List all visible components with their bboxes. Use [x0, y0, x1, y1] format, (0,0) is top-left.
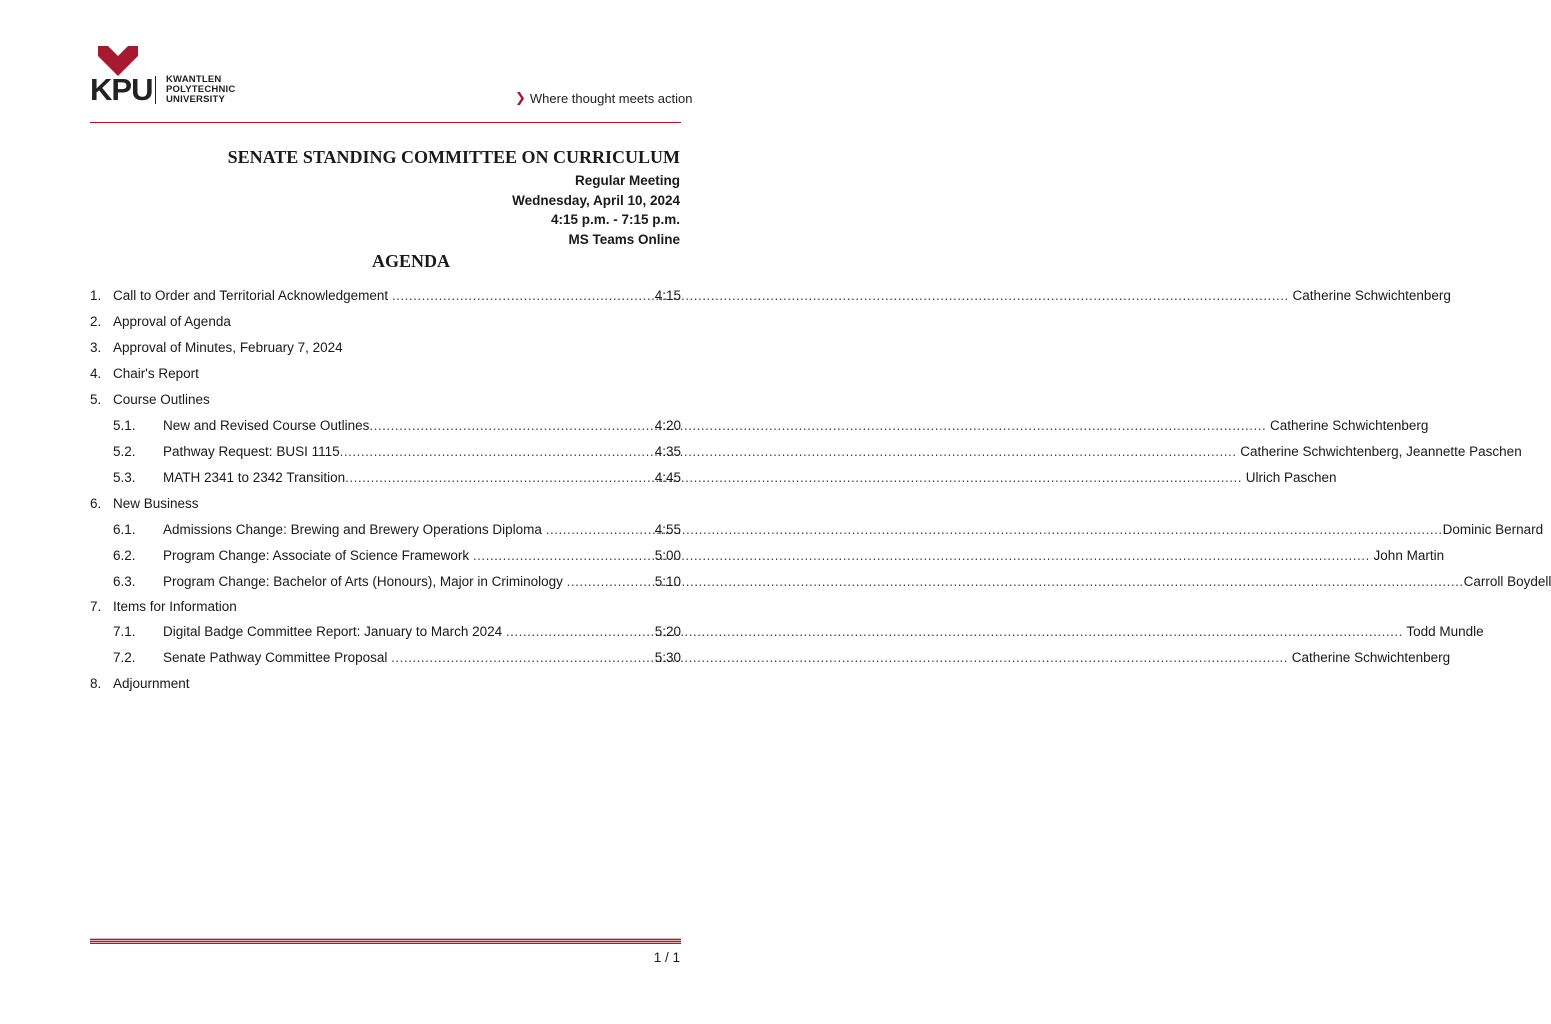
- agenda-item-label: Approval of Minutes, February 7, 2024: [113, 340, 343, 355]
- agenda-item-number: 7.2.: [113, 650, 136, 665]
- agenda-item-number: 1.: [90, 288, 102, 303]
- meeting-details: [512, 171, 680, 249]
- agenda-item-number: 5.2.: [113, 444, 136, 459]
- agenda-item: [90, 598, 681, 616]
- agenda-item-presenter: Catherine Schwichtenberg, Jeannette Paschen: [1236, 444, 1522, 459]
- agenda-item-body: [113, 675, 634, 693]
- agenda-item-body: [113, 365, 634, 383]
- agenda-item-presenter: Todd Mundle: [1402, 624, 1484, 639]
- agenda-item: [90, 649, 1451, 667]
- meeting-location: MS Teams Online: [568, 231, 680, 247]
- logo-divider: [155, 76, 156, 104]
- footer-divider: [90, 938, 681, 944]
- agenda-item-label: Pathway Request: BUSI 1115: [163, 444, 340, 459]
- agenda-item-time: 4:15: [654, 288, 681, 303]
- agenda-item: [90, 623, 1484, 641]
- agenda-item-body: [113, 598, 634, 616]
- agenda-item-body: [163, 547, 1444, 565]
- agenda-item-number: 6.2.: [113, 548, 136, 563]
- page-number: 1 / 1: [653, 950, 680, 965]
- agenda-heading-wrap: [0, 251, 770, 272]
- agenda-item-time: 4:35: [654, 444, 681, 459]
- agenda-item-label: Admissions Change: Brewing and Brewery Operations Diploma: [163, 522, 546, 537]
- agenda-item-time: 4:20: [654, 418, 681, 433]
- dot-leader: [567, 573, 1464, 591]
- agenda-item-presenter: Ulrich Paschen: [1242, 470, 1337, 485]
- agenda-item: [90, 469, 1337, 487]
- agenda-item: [90, 339, 681, 357]
- agenda-item-label: Approval of Agenda: [113, 314, 231, 329]
- agenda-item-body: [113, 339, 634, 357]
- dot-leader: [340, 443, 1237, 461]
- agenda-item-presenter: John Martin: [1369, 548, 1445, 563]
- agenda-item-body: [163, 469, 1337, 487]
- agenda-item-body: [163, 649, 1450, 667]
- agenda-item-number: 5.1.: [113, 418, 136, 433]
- agenda-item: [90, 417, 1429, 435]
- agenda-item-body: [163, 443, 1522, 461]
- agenda-item-label: Course Outlines: [113, 392, 210, 407]
- agenda-item-number: 6.3.: [113, 574, 136, 589]
- agenda-item-label: Chair's Report: [113, 366, 199, 381]
- agenda-item-label: New and Revised Course Outlines: [163, 418, 370, 433]
- agenda-item: [90, 365, 681, 383]
- agenda-item: [90, 547, 1445, 565]
- dot-leader: [473, 547, 1370, 565]
- institution-name-line: UNIVERSITY: [166, 94, 226, 105]
- agenda-item-body: [163, 623, 1484, 641]
- dot-leader: [345, 469, 1242, 487]
- dot-leader: [506, 623, 1403, 641]
- agenda-item-number: 5.: [90, 392, 102, 407]
- agenda-item: [90, 573, 1551, 591]
- tagline-text: Where thought meets action: [529, 90, 693, 106]
- agenda-item-body: [113, 391, 634, 409]
- agenda-item: [90, 391, 681, 409]
- agenda-item: [90, 495, 681, 513]
- dot-leader: [369, 417, 1266, 435]
- agenda-item: [90, 443, 1522, 461]
- document-title: SENATE STANDING COMMITTEE ON CURRICULUM: [227, 147, 680, 167]
- agenda-item: [90, 675, 681, 693]
- agenda-item-time: 5:30: [654, 650, 681, 665]
- header-divider: [90, 122, 681, 123]
- agenda-item-number: 7.1.: [113, 624, 136, 639]
- agenda-item-number: 2.: [90, 314, 102, 329]
- agenda-item-time: 5:10: [654, 574, 681, 589]
- agenda-item-number: 7.: [90, 599, 102, 614]
- agenda-item-time: 5:20: [654, 624, 681, 639]
- agenda-item-number: 5.3.: [113, 470, 136, 485]
- institution-name-line: KWANTLEN: [166, 74, 222, 85]
- meeting-type: Regular Meeting: [574, 173, 680, 188]
- agenda-item-number: 3.: [90, 340, 102, 355]
- agenda-item-time: 4:55: [654, 522, 681, 537]
- agenda-item-label: Digital Badge Committee Report: January to March 2024: [163, 624, 506, 639]
- chevron-right-icon: ❯: [515, 90, 526, 105]
- agenda-item-body: [163, 573, 1551, 591]
- tagline: [515, 90, 693, 106]
- agenda-item-time: 5:00: [654, 548, 681, 563]
- agenda-item-presenter: Carroll Boydell: [1463, 574, 1551, 589]
- meeting-time: 4:15 p.m. - 7:15 p.m.: [550, 212, 680, 227]
- agenda-item-presenter: Dominic Bernard: [1442, 522, 1544, 537]
- agenda-item-body: [113, 313, 634, 331]
- logo-wordmark: KPU: [90, 72, 153, 107]
- agenda-item-body: [113, 495, 634, 513]
- dot-leader: [391, 649, 1288, 667]
- agenda-item-label: Program Change: Bachelor of Arts (Honours), Major in Criminology: [163, 574, 567, 589]
- agenda-item-presenter: Catherine Schwichtenberg: [1288, 288, 1451, 303]
- agenda-item-number: 6.: [90, 496, 102, 511]
- agenda-item: [90, 521, 1544, 539]
- agenda-item-presenter: Catherine Schwichtenberg: [1288, 650, 1451, 665]
- agenda-item-presenter: Catherine Schwichtenberg: [1266, 418, 1429, 433]
- agenda-item-number: 8.: [90, 676, 102, 691]
- agenda-item-body: [163, 521, 1543, 539]
- kpu-logo: [90, 46, 240, 106]
- dot-leader: [392, 287, 1289, 305]
- agenda-item-body: [113, 287, 1451, 305]
- agenda-item-label: Program Change: Associate of Science Framework: [163, 548, 473, 563]
- agenda-heading: AGENDA: [371, 251, 450, 271]
- institution-name: [166, 75, 235, 105]
- agenda-item: [90, 287, 1451, 305]
- agenda-item-body: [163, 417, 1428, 435]
- agenda-item-label: New Business: [113, 496, 199, 511]
- agenda-item: [90, 313, 681, 331]
- agenda-item-label: Call to Order and Territorial Acknowledgement: [113, 288, 392, 303]
- agenda-item-label: Adjournment: [113, 676, 190, 691]
- agenda-item-time: 4:45: [654, 470, 681, 485]
- agenda-item-number: 4.: [90, 366, 102, 381]
- agenda-item-label: Senate Pathway Committee Proposal: [163, 650, 392, 665]
- institution-name-line: POLYTECHNIC: [166, 84, 236, 95]
- agenda-item-label: Items for Information: [113, 599, 237, 614]
- meeting-date: Wednesday, April 10, 2024: [512, 192, 680, 208]
- agenda-item-number: 6.1.: [113, 522, 136, 537]
- agenda-item-label: MATH 2341 to 2342 Transition: [163, 470, 346, 485]
